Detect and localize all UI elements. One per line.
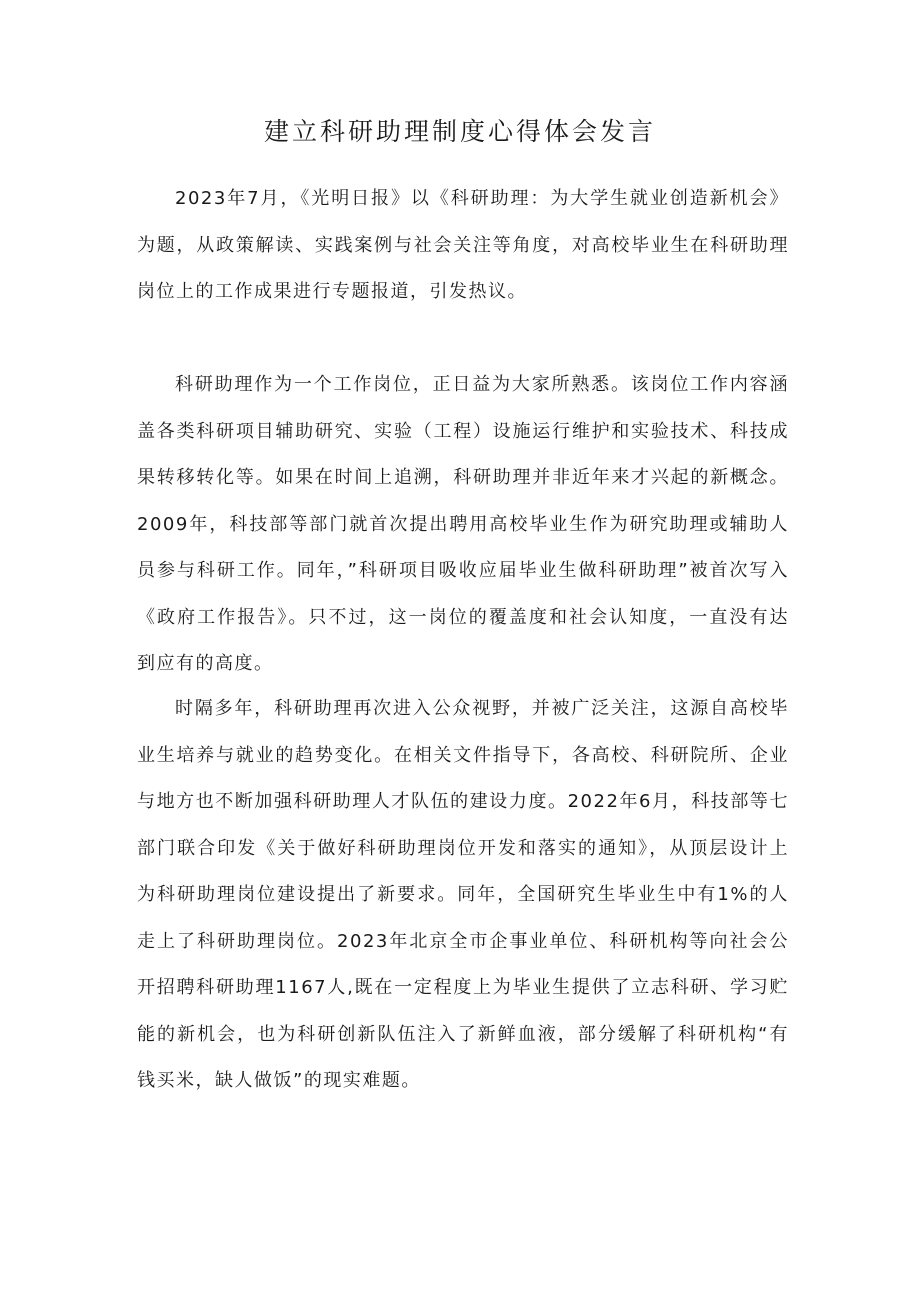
paragraph-3: 时隔多年，科研助理再次进入公众视野，并被广泛关注，这源自高校毕业生培养与就业的趋势变化。在相关文件指导下，各高校、科研院所、企业与地方也不断加强科研助理人才队伍的建设力度。2022年6月，科技部等七部门联合印发《关于做好科研助理岗位开发和落实的通知》，从顶层设计上为科研助理岗位建设提出了新要求。同年，全国研究生毕业生中有1%的人走上了科研助理岗位。2023年北京全市企事业单位、科研机构等向社会公开招聘科研助理1167人,既在一定程度上为毕业生提供了立志科研、学习贮能的新机会，也为科研创新队伍注入了新鲜血液，部分缓解了科研机构“有钱买米，缺人做饭”的现实难题。 <box>137 698 789 1091</box>
paragraph-2: 科研助理作为一个工作岗位，正日益为大家所熟悉。该岗位工作内容涵盖各类科研项目辅助研究、实验（工程）设施运行维护和实验技术、科技成果转移转化等。如果在时间上追溯，科研助理并非近年来才兴起的新概念。2009年，科技部等部门就首次提出聘用高校毕业生作为研究助理或辅助人员参与科研工作。同年，”科研项目吸收应届毕业生做科研助理”被首次写入《政府工作报告》。只不过，这一岗位的覆盖度和社会认知度，一直没有达到应有的高度。 <box>137 374 789 674</box>
document-title: 建立科研助理制度心得体会发言 <box>263 117 656 146</box>
paragraph-1: 2023年7月，《光明日报》以《科研助理：为大学生就业创造新机会》为题，从政策解读、实践案例与社会关注等角度，对高校毕业生在科研助理岗位上的工作成果进行专题报道，引发热议。 <box>137 188 789 302</box>
